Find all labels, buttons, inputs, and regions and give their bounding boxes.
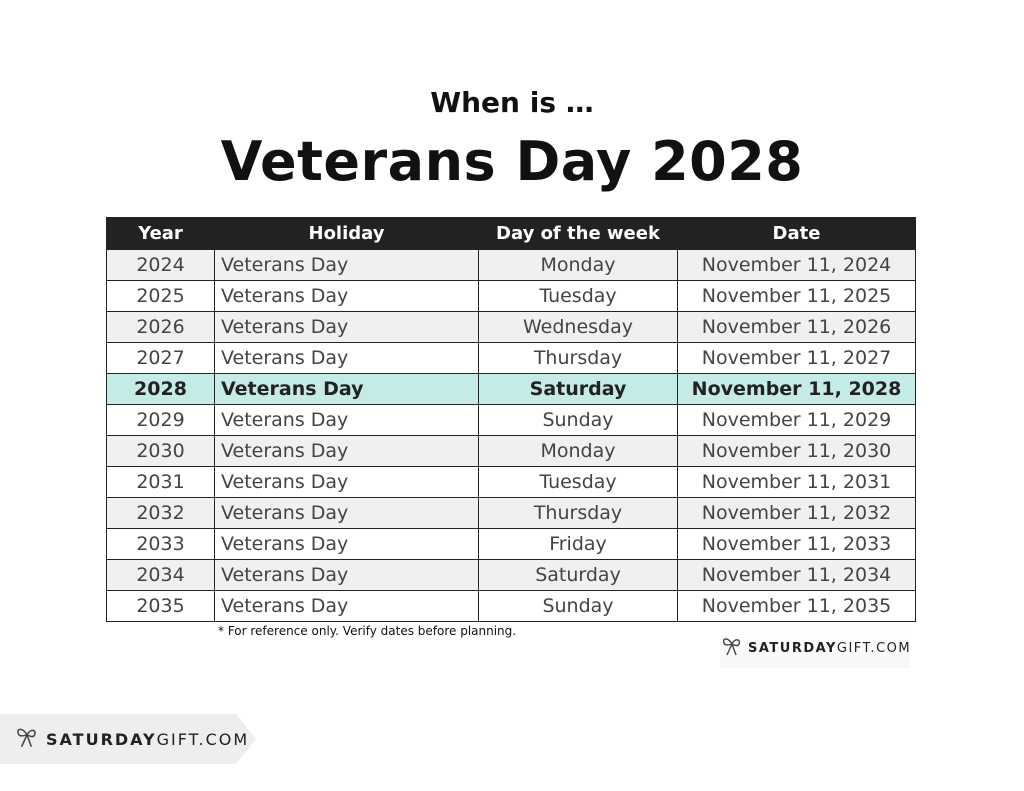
brand-wordmark-small: SATURDAYGIFT.COM — [748, 640, 912, 656]
footnote: * For reference only. Verify dates before planning. — [218, 624, 517, 638]
cell-year: 2028 — [107, 374, 215, 405]
page-subtitle: When is … — [430, 86, 594, 119]
cell-holiday: Veterans Day — [215, 312, 479, 343]
table-row — [107, 405, 916, 436]
cell-date: November 11, 2024 — [678, 250, 916, 281]
table-row — [107, 529, 916, 560]
cell-weekday: Monday — [479, 436, 678, 467]
cell-date: November 11, 2035 — [678, 591, 916, 622]
cell-year: 2026 — [107, 312, 215, 343]
cell-holiday: Veterans Day — [215, 560, 479, 591]
cell-date: November 11, 2033 — [678, 529, 916, 560]
column-header-weekday: Day of the week — [479, 218, 678, 250]
cell-date: November 11, 2029 — [678, 405, 916, 436]
table-row — [107, 250, 916, 281]
cell-date: November 11, 2032 — [678, 498, 916, 529]
cell-weekday: Sunday — [479, 591, 678, 622]
bow-icon — [14, 725, 40, 753]
cell-year: 2031 — [107, 467, 215, 498]
table-row — [107, 281, 916, 312]
cell-date: November 11, 2031 — [678, 467, 916, 498]
cell-holiday: Veterans Day — [215, 343, 479, 374]
cell-holiday: Veterans Day — [215, 250, 479, 281]
cell-weekday: Tuesday — [479, 281, 678, 312]
brand-badge — [0, 714, 256, 764]
cell-year: 2035 — [107, 591, 215, 622]
cell-weekday: Sunday — [479, 405, 678, 436]
column-header-holiday: Holiday — [215, 218, 479, 250]
cell-date: November 11, 2027 — [678, 343, 916, 374]
cell-year: 2029 — [107, 405, 215, 436]
cell-weekday: Thursday — [479, 343, 678, 374]
cell-holiday: Veterans Day — [215, 591, 479, 622]
page-title: Veterans Day 2028 — [220, 130, 804, 193]
cell-date: November 11, 2026 — [678, 312, 916, 343]
cell-date: November 11, 2034 — [678, 560, 916, 591]
cell-holiday: Veterans Day — [215, 405, 479, 436]
table-row — [107, 374, 916, 405]
brand-wordmark: SATURDAYGIFT.COM — [46, 729, 250, 749]
cell-year: 2033 — [107, 529, 215, 560]
cell-date: November 11, 2025 — [678, 281, 916, 312]
cell-weekday: Tuesday — [479, 467, 678, 498]
table-row — [107, 343, 916, 374]
table-row — [107, 498, 916, 529]
cell-weekday: Saturday — [479, 560, 678, 591]
brand-logo-small — [720, 628, 910, 668]
holiday-table — [106, 217, 916, 622]
cell-holiday: Veterans Day — [215, 436, 479, 467]
column-header-year: Year — [107, 218, 215, 250]
column-header-date: Date — [678, 218, 916, 250]
table-row — [107, 467, 916, 498]
cell-year: 2025 — [107, 281, 215, 312]
cell-weekday: Wednesday — [479, 312, 678, 343]
cell-holiday: Veterans Day — [215, 467, 479, 498]
cell-date: November 11, 2030 — [678, 436, 916, 467]
table-row — [107, 560, 916, 591]
cell-year: 2034 — [107, 560, 215, 591]
cell-holiday: Veterans Day — [215, 281, 479, 312]
cell-weekday: Thursday — [479, 498, 678, 529]
cell-holiday: Veterans Day — [215, 498, 479, 529]
table-header-row — [107, 218, 916, 250]
cell-weekday: Monday — [479, 250, 678, 281]
cell-year: 2032 — [107, 498, 215, 529]
cell-holiday: Veterans Day — [215, 529, 479, 560]
cell-weekday: Saturday — [479, 374, 678, 405]
cell-year: 2027 — [107, 343, 215, 374]
cell-year: 2030 — [107, 436, 215, 467]
table-row — [107, 312, 916, 343]
table-row — [107, 591, 916, 622]
bow-icon — [720, 635, 744, 661]
table-row — [107, 436, 916, 467]
cell-weekday: Friday — [479, 529, 678, 560]
table-body — [107, 250, 916, 622]
cell-date: November 11, 2028 — [678, 374, 916, 405]
cell-year: 2024 — [107, 250, 215, 281]
cell-holiday: Veterans Day — [215, 374, 479, 405]
